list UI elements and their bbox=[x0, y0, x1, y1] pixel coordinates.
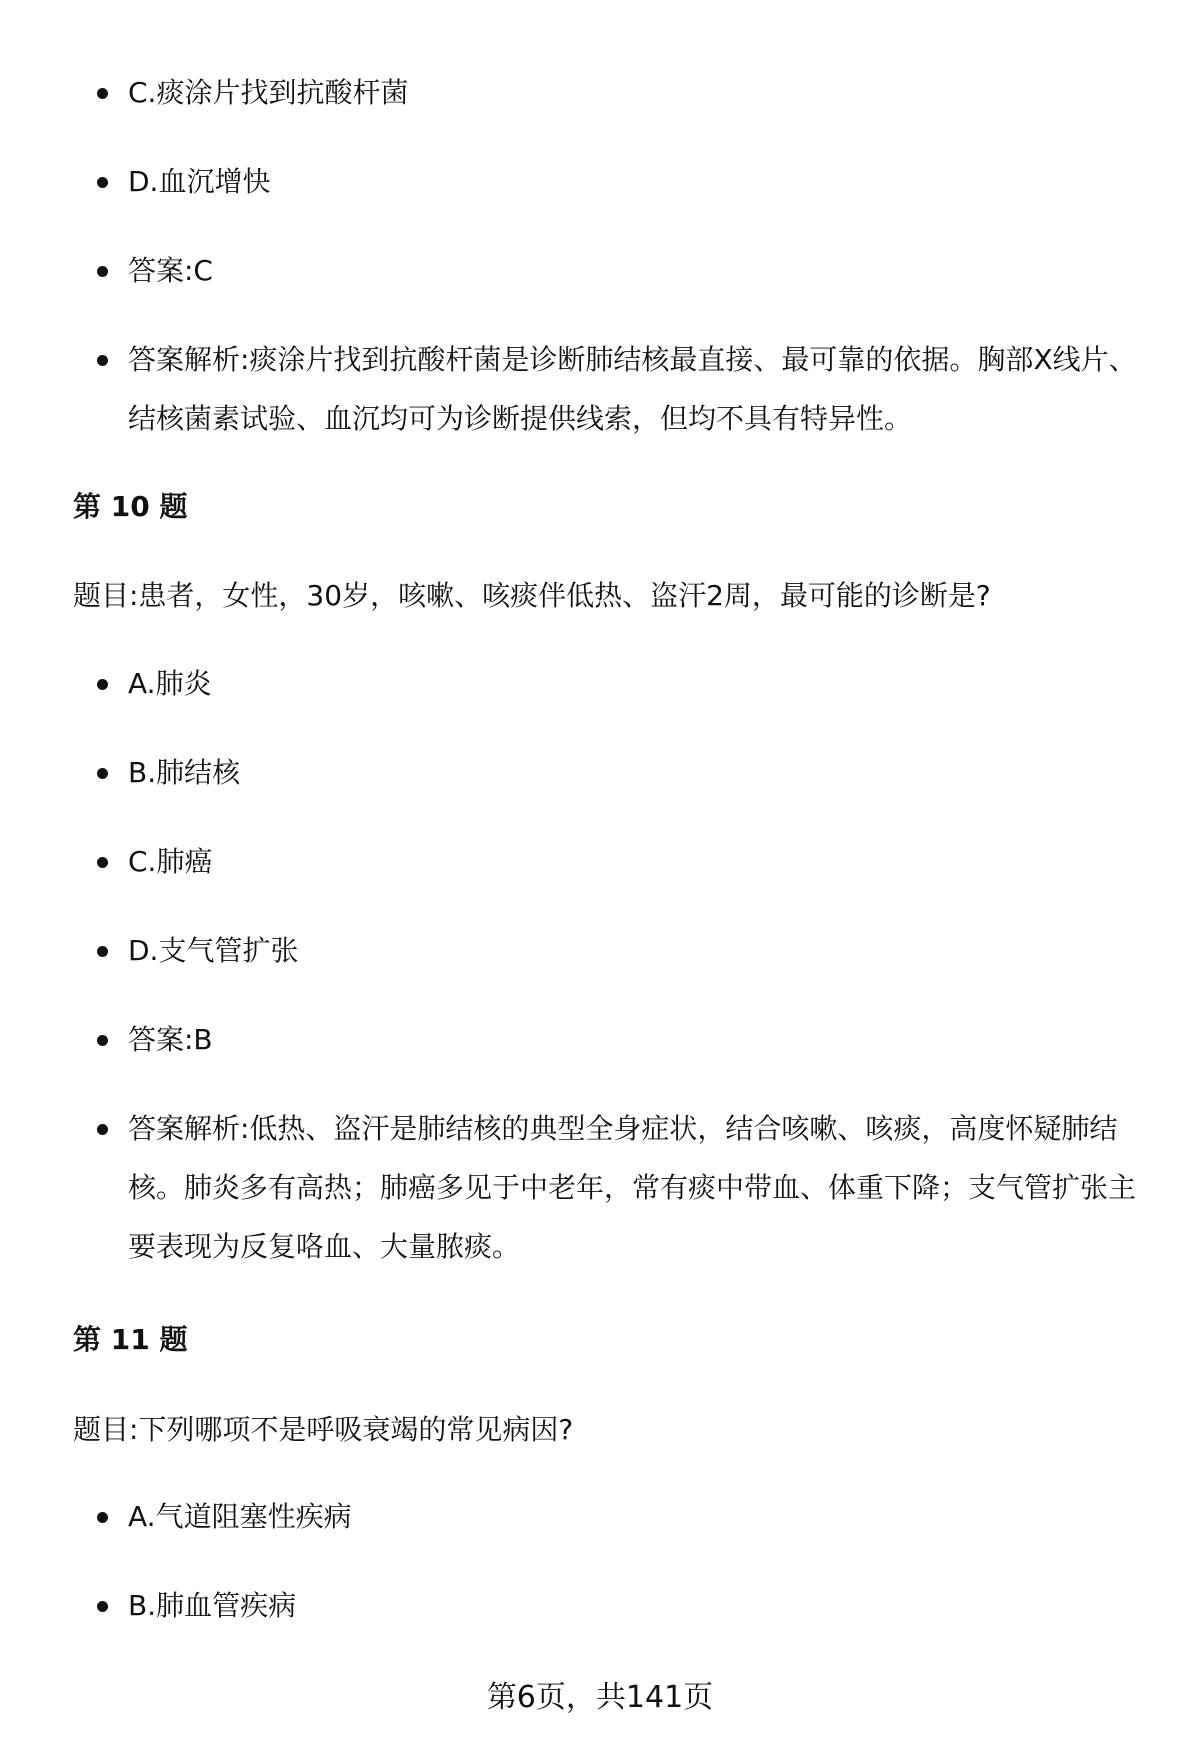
answer-item bbox=[0, 1010, 1200, 1069]
list-item bbox=[0, 152, 1200, 211]
list-item-text: A.气道阻塞性疾病 bbox=[128, 1500, 352, 1533]
bullet-icon bbox=[97, 1124, 108, 1135]
question-text: 题目:下列哪项不是呼吸衰竭的常见病因? bbox=[73, 1413, 574, 1446]
list-item bbox=[0, 654, 1200, 713]
bullet-icon bbox=[97, 1601, 108, 1612]
answer-text: 答案:C bbox=[128, 254, 213, 287]
option-list bbox=[0, 1487, 1200, 1665]
bullet-icon bbox=[97, 266, 108, 277]
answer-text: 答案:B bbox=[128, 1023, 213, 1056]
bullet-icon bbox=[97, 88, 108, 99]
explanation-text: 答案解析:痰涂片找到抗酸杆菌是诊断肺结核最直接、最可靠的依据。胸部X线片、结核菌素试验、血沉均可为诊断提供线索，但均不具有特异性。 bbox=[128, 343, 1137, 435]
list-item bbox=[0, 832, 1200, 891]
bullet-icon bbox=[97, 1512, 108, 1523]
bullet-icon bbox=[97, 857, 108, 868]
question-heading: 第 11 题 bbox=[73, 1323, 188, 1356]
list-item bbox=[0, 1576, 1200, 1635]
list-item-text: D.支气管扩张 bbox=[128, 934, 299, 967]
bullet-icon bbox=[97, 355, 108, 366]
explanation-item bbox=[0, 1099, 1200, 1276]
list-item-text: B.肺结核 bbox=[128, 756, 241, 789]
bullet-icon bbox=[97, 1035, 108, 1046]
list-item-text: D.血沉增快 bbox=[128, 165, 271, 198]
bullet-icon bbox=[97, 768, 108, 779]
option-list bbox=[0, 63, 1200, 448]
question-text: 题目:患者，女性，30岁，咳嗽、咳痰伴低热、盗汗2周，最可能的诊断是? bbox=[73, 579, 991, 612]
answer-item bbox=[0, 241, 1200, 300]
list-item bbox=[0, 1487, 1200, 1546]
list-item bbox=[0, 921, 1200, 980]
bullet-icon bbox=[97, 177, 108, 188]
bullet-icon bbox=[97, 679, 108, 690]
option-list bbox=[0, 654, 1200, 1306]
list-item-text: C.肺癌 bbox=[128, 845, 213, 878]
explanation-item bbox=[0, 330, 1200, 448]
bullet-icon bbox=[97, 946, 108, 957]
explanation-text: 答案解析:低热、盗汗是肺结核的典型全身症状，结合咳嗽、咳痰，高度怀疑肺结核。肺炎多有高热；肺癌多见于中老年，常有痰中带血、体重下降；支气管扩张主要表现为反复咯血、大量脓痰。 bbox=[128, 1112, 1137, 1263]
list-item-text: A.肺炎 bbox=[128, 667, 212, 700]
list-item-text: B.肺血管疾病 bbox=[128, 1589, 297, 1622]
list-item bbox=[0, 63, 1200, 122]
list-item-text: C.痰涂片找到抗酸杆菌 bbox=[128, 76, 409, 109]
list-item bbox=[0, 743, 1200, 802]
page-number: 第6页，共141页 bbox=[486, 1680, 714, 1715]
question-heading: 第 10 题 bbox=[73, 490, 188, 523]
